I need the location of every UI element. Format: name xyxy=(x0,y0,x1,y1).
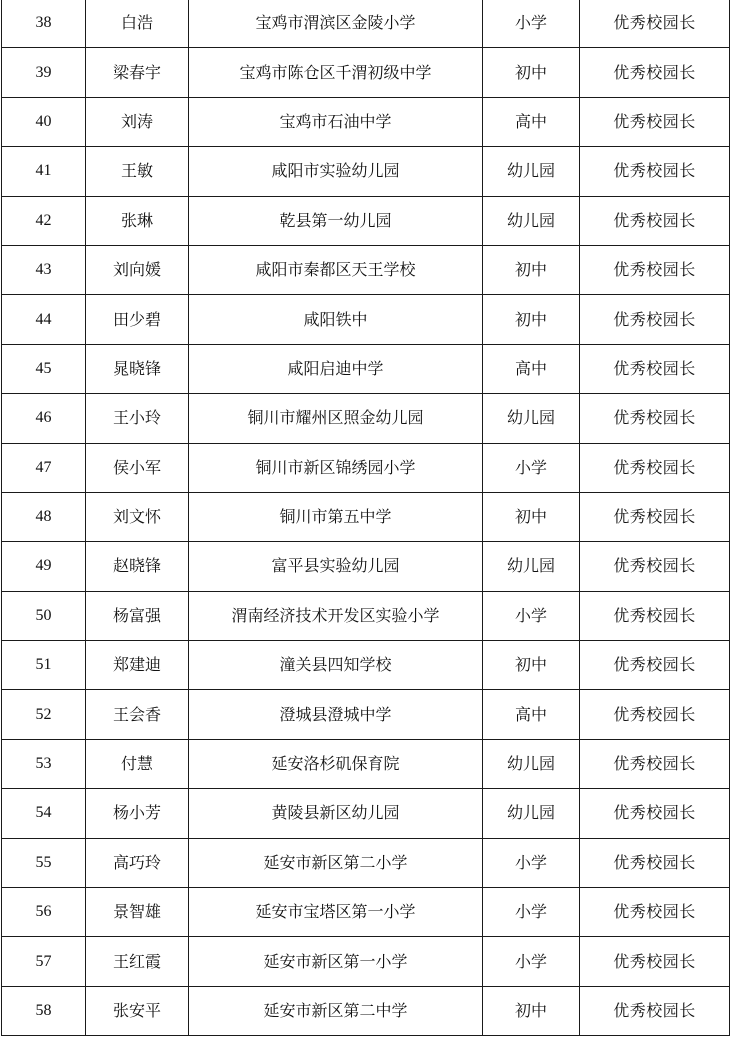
award-title-cell: 优秀校园长 xyxy=(580,97,730,146)
school-level-cell: 幼儿园 xyxy=(483,394,580,443)
principal-name-cell: 梁春宇 xyxy=(86,48,189,97)
award-title-cell: 优秀校园长 xyxy=(580,295,730,344)
school-name-cell: 乾县第一幼儿园 xyxy=(189,196,483,245)
table-row xyxy=(2,97,730,146)
row-number-cell: 43 xyxy=(2,245,86,294)
award-title-cell: 优秀校园长 xyxy=(580,986,730,1035)
table-row xyxy=(2,295,730,344)
row-number-cell: 56 xyxy=(2,888,86,937)
school-level-cell: 初中 xyxy=(483,986,580,1035)
table-row xyxy=(2,394,730,443)
principal-name-cell: 白浩 xyxy=(86,0,189,48)
row-number-cell: 38 xyxy=(2,0,86,48)
school-name-cell: 黄陵县新区幼儿园 xyxy=(189,789,483,838)
row-number-cell: 52 xyxy=(2,690,86,739)
table-row xyxy=(2,739,730,788)
award-title-cell: 优秀校园长 xyxy=(580,789,730,838)
award-title-cell: 优秀校园长 xyxy=(580,48,730,97)
school-level-cell: 幼儿园 xyxy=(483,739,580,788)
principal-name-cell: 张琳 xyxy=(86,196,189,245)
award-title-cell: 优秀校园长 xyxy=(580,344,730,393)
table-row xyxy=(2,838,730,887)
school-level-cell: 小学 xyxy=(483,443,580,492)
award-title-cell: 优秀校园长 xyxy=(580,690,730,739)
principal-name-cell: 刘涛 xyxy=(86,97,189,146)
principal-name-cell: 杨富强 xyxy=(86,591,189,640)
row-number-cell: 48 xyxy=(2,492,86,541)
principal-name-cell: 晁晓锋 xyxy=(86,344,189,393)
table-row xyxy=(2,591,730,640)
principal-name-cell: 田少碧 xyxy=(86,295,189,344)
row-number-cell: 45 xyxy=(2,344,86,393)
school-level-cell: 小学 xyxy=(483,937,580,986)
table-row xyxy=(2,0,730,48)
school-level-cell: 高中 xyxy=(483,97,580,146)
row-number-cell: 50 xyxy=(2,591,86,640)
school-level-cell: 高中 xyxy=(483,690,580,739)
award-title-cell: 优秀校园长 xyxy=(580,739,730,788)
school-name-cell: 延安洛杉矶保育院 xyxy=(189,739,483,788)
row-number-cell: 41 xyxy=(2,147,86,196)
principal-name-cell: 杨小芳 xyxy=(86,789,189,838)
school-level-cell: 初中 xyxy=(483,245,580,294)
principal-name-cell: 侯小军 xyxy=(86,443,189,492)
table-row xyxy=(2,492,730,541)
school-name-cell: 铜川市第五中学 xyxy=(189,492,483,541)
row-number-cell: 46 xyxy=(2,394,86,443)
row-number-cell: 49 xyxy=(2,542,86,591)
principal-name-cell: 赵晓锋 xyxy=(86,542,189,591)
school-level-cell: 初中 xyxy=(483,641,580,690)
row-number-cell: 58 xyxy=(2,986,86,1035)
row-number-cell: 47 xyxy=(2,443,86,492)
award-title-cell: 优秀校园长 xyxy=(580,492,730,541)
school-level-cell: 小学 xyxy=(483,0,580,48)
award-title-cell: 优秀校园长 xyxy=(580,245,730,294)
table-row xyxy=(2,789,730,838)
school-name-cell: 富平县实验幼儿园 xyxy=(189,542,483,591)
row-number-cell: 53 xyxy=(2,739,86,788)
row-number-cell: 40 xyxy=(2,97,86,146)
school-name-cell: 宝鸡市陈仓区千渭初级中学 xyxy=(189,48,483,97)
award-title-cell: 优秀校园长 xyxy=(580,147,730,196)
school-name-cell: 澄城县澄城中学 xyxy=(189,690,483,739)
row-number-cell: 51 xyxy=(2,641,86,690)
award-title-cell: 优秀校园长 xyxy=(580,937,730,986)
table-row xyxy=(2,690,730,739)
row-number-cell: 39 xyxy=(2,48,86,97)
school-level-cell: 初中 xyxy=(483,295,580,344)
school-level-cell: 初中 xyxy=(483,492,580,541)
principal-name-cell: 郑建迪 xyxy=(86,641,189,690)
row-number-cell: 54 xyxy=(2,789,86,838)
principal-name-cell: 刘向媛 xyxy=(86,245,189,294)
school-name-cell: 咸阳启迪中学 xyxy=(189,344,483,393)
school-level-cell: 幼儿园 xyxy=(483,196,580,245)
table-row xyxy=(2,888,730,937)
table-row xyxy=(2,443,730,492)
principal-name-cell: 王小玲 xyxy=(86,394,189,443)
school-level-cell: 幼儿园 xyxy=(483,542,580,591)
school-level-cell: 小学 xyxy=(483,838,580,887)
school-name-cell: 延安市新区第一小学 xyxy=(189,937,483,986)
award-title-cell: 优秀校园长 xyxy=(580,542,730,591)
school-name-cell: 咸阳铁中 xyxy=(189,295,483,344)
table-row xyxy=(2,147,730,196)
award-title-cell: 优秀校园长 xyxy=(580,0,730,48)
row-number-cell: 55 xyxy=(2,838,86,887)
school-name-cell: 延安市新区第二中学 xyxy=(189,986,483,1035)
school-name-cell: 潼关县四知学校 xyxy=(189,641,483,690)
school-name-cell: 咸阳市实验幼儿园 xyxy=(189,147,483,196)
table-row xyxy=(2,344,730,393)
school-name-cell: 宝鸡市石油中学 xyxy=(189,97,483,146)
principal-name-cell: 张安平 xyxy=(86,986,189,1035)
row-number-cell: 57 xyxy=(2,937,86,986)
row-number-cell: 42 xyxy=(2,196,86,245)
principal-name-cell: 王红霞 xyxy=(86,937,189,986)
school-name-cell: 延安市宝塔区第一小学 xyxy=(189,888,483,937)
table-row xyxy=(2,937,730,986)
row-number-cell: 44 xyxy=(2,295,86,344)
school-name-cell: 咸阳市秦都区天王学校 xyxy=(189,245,483,294)
award-title-cell: 优秀校园长 xyxy=(580,888,730,937)
award-title-cell: 优秀校园长 xyxy=(580,196,730,245)
school-name-cell: 渭南经济技术开发区实验小学 xyxy=(189,591,483,640)
award-list-table xyxy=(1,0,730,1036)
principal-name-cell: 王会香 xyxy=(86,690,189,739)
award-title-cell: 优秀校园长 xyxy=(580,591,730,640)
school-name-cell: 宝鸡市渭滨区金陵小学 xyxy=(189,0,483,48)
table-row xyxy=(2,986,730,1035)
school-level-cell: 小学 xyxy=(483,888,580,937)
award-title-cell: 优秀校园长 xyxy=(580,838,730,887)
table-row xyxy=(2,245,730,294)
table-body xyxy=(2,0,730,1036)
school-level-cell: 幼儿园 xyxy=(483,147,580,196)
principal-name-cell: 景智雄 xyxy=(86,888,189,937)
table-row xyxy=(2,196,730,245)
principal-name-cell: 高巧玲 xyxy=(86,838,189,887)
principal-name-cell: 刘文怀 xyxy=(86,492,189,541)
school-level-cell: 高中 xyxy=(483,344,580,393)
table-row xyxy=(2,641,730,690)
award-title-cell: 优秀校园长 xyxy=(580,443,730,492)
school-name-cell: 延安市新区第二小学 xyxy=(189,838,483,887)
school-level-cell: 小学 xyxy=(483,591,580,640)
award-title-cell: 优秀校园长 xyxy=(580,641,730,690)
table-row xyxy=(2,48,730,97)
school-level-cell: 初中 xyxy=(483,48,580,97)
school-name-cell: 铜川市新区锦绣园小学 xyxy=(189,443,483,492)
table-row xyxy=(2,542,730,591)
award-title-cell: 优秀校园长 xyxy=(580,394,730,443)
school-name-cell: 铜川市耀州区照金幼儿园 xyxy=(189,394,483,443)
principal-name-cell: 王敏 xyxy=(86,147,189,196)
school-level-cell: 幼儿园 xyxy=(483,789,580,838)
principal-name-cell: 付慧 xyxy=(86,739,189,788)
